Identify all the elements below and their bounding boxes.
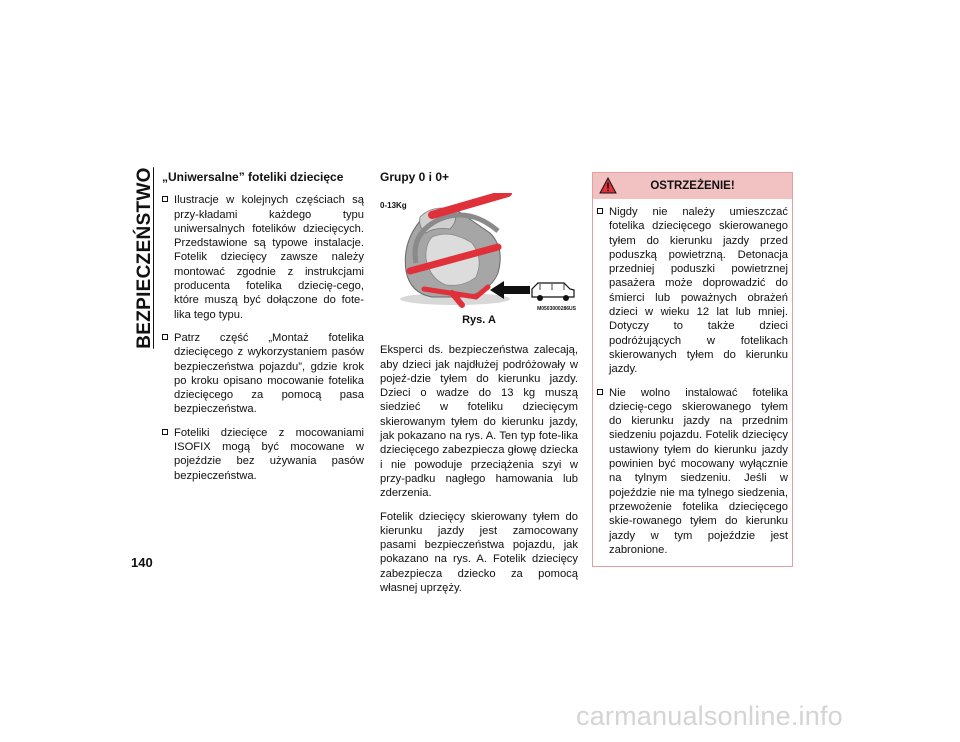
- left-column: [162, 170, 364, 492]
- checkbox-bullet-icon: [162, 429, 168, 435]
- middle-column: [380, 170, 578, 604]
- figure-code: M0503000286US: [537, 306, 576, 313]
- list-item: Foteliki dziecięce z mocowaniami ISOFIX mogą być mocowane w pojeździe bez używania pasów bezpieczeństwa.: [162, 426, 364, 483]
- list-item: Patrz część „Montaż fotelika dziecięcego z wykorzystaniem pasów bezpieczeństwa pojazdu”, gdzie krok po kroku opisano mocowanie fotelika dziecięcego za pomocą pasa bezpieczeństwa.: [162, 331, 364, 417]
- figure-weight-label: 0-13Kg: [380, 201, 407, 211]
- figure-caption: Rys. A: [462, 314, 496, 327]
- watermark: carmanualsonline.info: [576, 701, 843, 731]
- warning-title: OSTRZEŻENIE!: [650, 180, 735, 192]
- warning-triangle-icon: [599, 177, 617, 194]
- right-column: [592, 172, 793, 567]
- checkbox-bullet-icon: [597, 208, 603, 214]
- warning-list: [593, 199, 792, 557]
- paragraph: Eksperci ds. bezpieczeństwa zalecają, aby dzieci jak najdłużej podróżowały w pojeź-dzie tyłem do kierunku jazdy. Dzieci o wadze do 13 kg muszą siedzieć w foteliku dziecięcym skierowanym tyłem do kierunku jazdy, jak pokazano na rys. A. Ten typ fote-lika dziecięcego zabezpiecza głowę dziecka i nie powoduje przeciążenia szyi w przy-padku nagłego hamowania lub zderzenia.: [380, 344, 578, 500]
- car-icon: [532, 283, 574, 297]
- rear-facing-child-seat-illustration: [380, 193, 578, 311]
- checkbox-bullet-icon: [162, 334, 168, 340]
- figure-a: [380, 193, 578, 343]
- list-item: Ilustracje w kolejnych częściach są przy-kładami każdego typu uniwersalnych fotelików dziecięcych. Przedstawione są typowe instalacje. Fotelik dziecięcy zawsze należy montować zgodnie z instrukcjami producenta fotelika dziecię-cego, które muszą być dołączone do fote-lika tego typu.: [162, 193, 364, 322]
- list-item: Nie wolno instalować fotelika dziecię-cego skierowanego tyłem do kierunku jazdy na przednim siedzeniu pojazdu. Fotelik dziecięcy ustawiony tyłem do kierunku jazdy powinien być mocowany wyłącznie na tylnym siedzeniu. Jeśli w pojeździe nie ma tylnego siedzenia, przewożenie fotelika dziecięcego skie-rowanego tyłem do kierunku jazdy w tym pojeździe jest zabronione.: [597, 386, 788, 558]
- checkbox-bullet-icon: [162, 196, 168, 202]
- checkbox-bullet-icon: [597, 389, 603, 395]
- section-title: [133, 166, 157, 349]
- warning-header: [593, 173, 792, 199]
- universal-seats-list: [162, 193, 364, 483]
- paragraph: Fotelik dziecięcy skierowany tyłem do kierunku jazdy jest zamocowany pasami bezpieczeństwa pojazdu, jak pokazano na rys. A. Fotelik dziecięcy zabezpiecza dziecko za pomocą własnej uprzęży.: [380, 510, 578, 595]
- page-number: 140: [131, 555, 153, 570]
- groups-heading: Grupy 0 i 0+: [380, 170, 450, 184]
- warning-box: [592, 172, 793, 567]
- list-item: Nigdy nie należy umieszczać fotelika dziecięcego skierowanego tyłem do kierunku jazdy przed poduszką powietrzną. Detonacja przedniej poduszki powietrznej pasażera może doprowadzić do śmierci lub poważnych obrażeń dzieci w wieku 12 lat lub mniej. Dotyczy to także dzieci podróżujących w fotelikach skierowanych tyłem do kierunku jazdy.: [597, 205, 788, 377]
- universal-seats-heading: „Uniwersalne” foteliki dziecięce: [162, 170, 344, 184]
- section-title-text: BEZPIECZEŃSTWO: [134, 166, 155, 349]
